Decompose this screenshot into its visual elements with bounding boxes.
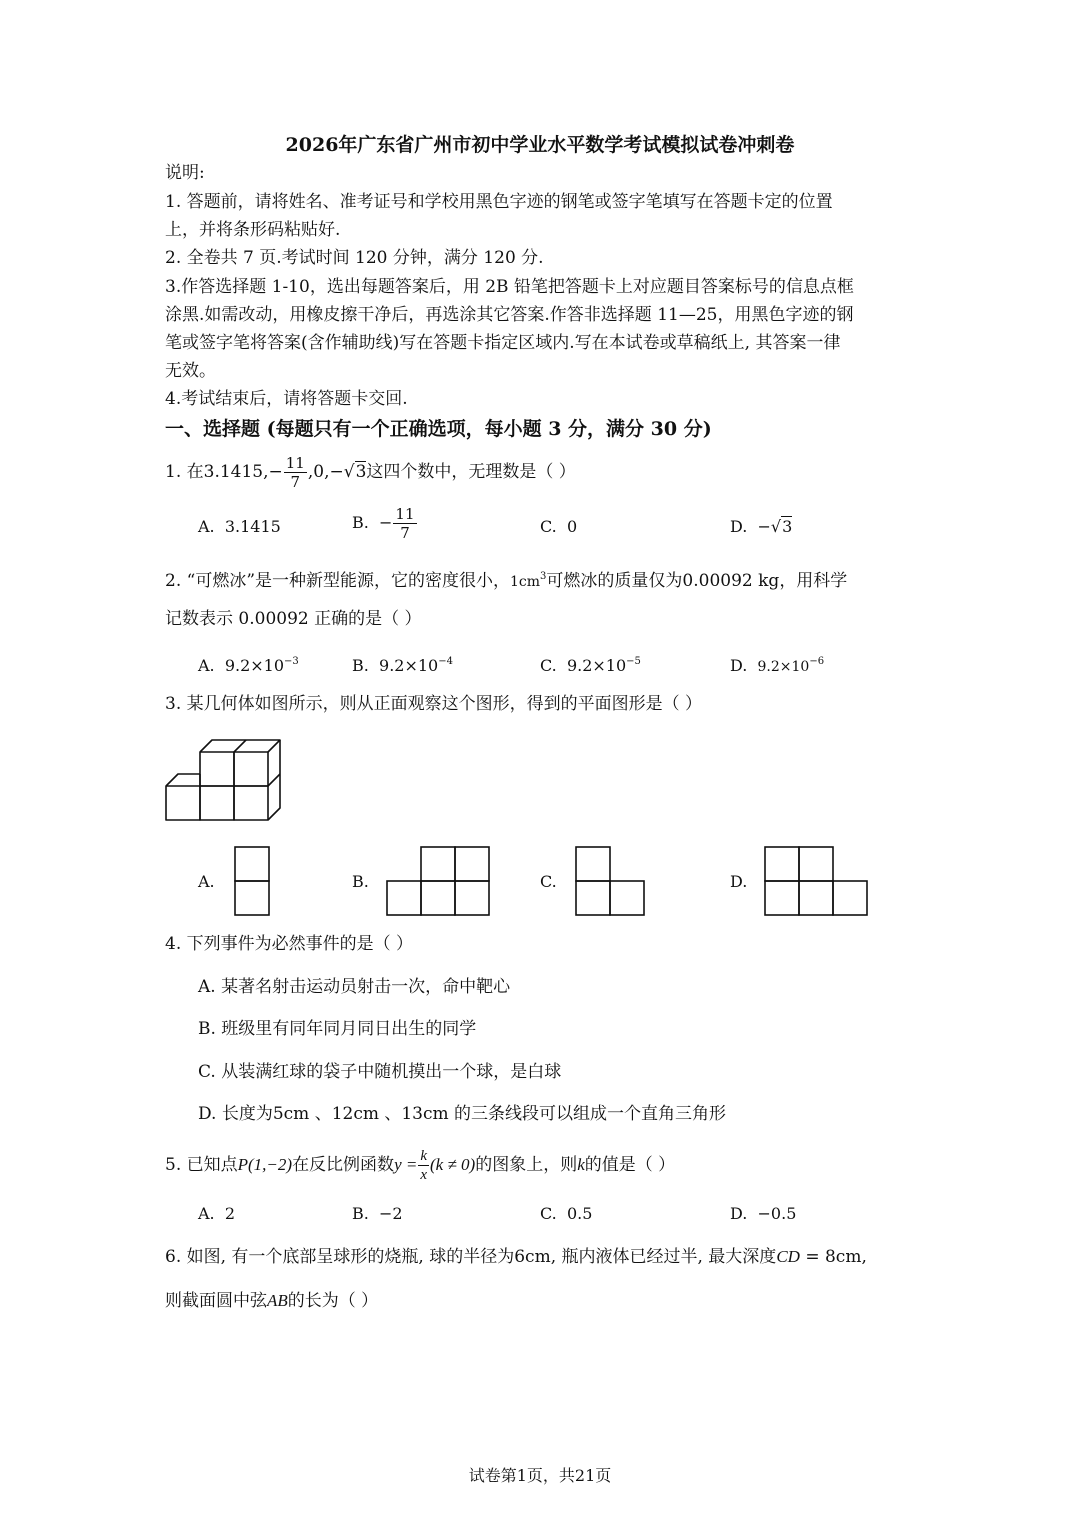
q1-prefix: 1. 在3.1415, bbox=[165, 462, 269, 482]
q5-option-d[interactable] bbox=[730, 1200, 796, 1228]
option-exp: −6 bbox=[809, 656, 825, 667]
q1-radicand: 3 bbox=[355, 462, 367, 482]
q1-option-c[interactable] bbox=[540, 513, 577, 541]
option-label: A. bbox=[198, 517, 215, 536]
q5-option-b[interactable] bbox=[352, 1200, 403, 1228]
question-2-line-1 bbox=[165, 563, 847, 596]
q3-solid-figure bbox=[160, 735, 290, 825]
option-exp: −3 bbox=[284, 656, 299, 667]
q5-condition: (k ≠ 0) bbox=[430, 1155, 476, 1174]
question-4: 4. 下列事件为必然事件的是（ ） bbox=[165, 934, 414, 954]
q1-minus: − bbox=[268, 462, 283, 482]
question-6-line-2 bbox=[165, 1287, 378, 1315]
q5-suffix2: 的值是（ ） bbox=[584, 1155, 676, 1175]
option-base: 9.2×10 bbox=[224, 656, 285, 675]
q2-option-c[interactable] bbox=[540, 648, 641, 680]
q2-text-a: 2. “可燃冰”是一种新型能源，它的密度很小， bbox=[165, 571, 511, 591]
q3-option-c-label[interactable]: C. bbox=[540, 872, 557, 891]
option-value: −0.5 bbox=[757, 1204, 797, 1223]
option-value: 2 bbox=[224, 1204, 235, 1223]
option-value: 0.5 bbox=[566, 1204, 593, 1223]
q5-frac-den: x bbox=[420, 1167, 428, 1183]
sqrt-sign: √ bbox=[770, 517, 782, 536]
instruction-line-3d: 无效。 bbox=[165, 361, 216, 381]
option-label: C. bbox=[540, 1204, 557, 1223]
q5-prefix: 5. 已知点 bbox=[165, 1155, 238, 1175]
instruction-line-1: 1. 答题前，请将姓名、准考证号和学校用黑色字迹的钢笔或签字笔填写在答题卡定的位置 bbox=[165, 192, 833, 212]
q2-mass: 0.00092 kg bbox=[682, 571, 780, 591]
q2-option-b[interactable] bbox=[352, 648, 453, 680]
instruction-line-2: 2. 全卷共 7 页.考试时间 120 分钟，满分 120 分. bbox=[165, 248, 544, 268]
option-minus: − bbox=[757, 517, 771, 536]
q3-option-a-figure[interactable] bbox=[233, 845, 271, 917]
q1-mid: ,0,− bbox=[307, 462, 344, 482]
q6-text-a: 6. 如图, 有一个底部呈球形的烧瓶, 球的半径为6cm, 瓶内液体已经过半, 最大深度 bbox=[165, 1247, 777, 1267]
page-title: 2026年广东省广州市初中学业水平数学考试模拟试卷冲刺卷 bbox=[285, 134, 795, 156]
sqrt-sign: √ bbox=[343, 462, 355, 482]
q6-text-d: 的长为（ ） bbox=[287, 1291, 379, 1311]
option-value: −2 bbox=[379, 1204, 403, 1223]
q4-option-c[interactable]: C. 从装满红球的袋子中随机摸出一个球，是白球 bbox=[198, 1062, 562, 1082]
option-label: A. bbox=[198, 656, 215, 675]
q5-frac-num: k bbox=[420, 1148, 428, 1164]
frac-num: 11 bbox=[395, 505, 415, 523]
q1-frac-den: 7 bbox=[290, 473, 301, 491]
q6-text-c: 则截面圆中弦 bbox=[165, 1291, 267, 1311]
section-heading: 一、选择题 (每题只有一个正确选项，每小题 3 分，满分 30 分) bbox=[165, 418, 712, 440]
option-base: 9.2×10 bbox=[379, 656, 439, 675]
q6-cd: CD bbox=[776, 1247, 800, 1266]
page-footer: 试卷第1页，共21页 bbox=[468, 1466, 612, 1485]
question-6-line-1 bbox=[165, 1243, 867, 1271]
q3-option-d-label[interactable]: D. bbox=[730, 872, 748, 891]
q5-option-a[interactable] bbox=[198, 1200, 235, 1228]
q5-point: P(1,−2) bbox=[237, 1155, 293, 1174]
q2-unit-exp: 3 bbox=[540, 571, 547, 582]
instruction-line-3b: 涂黑.如需改动，用橡皮擦干净后，再选涂其它答案.作答非选择题 11—25，用黑色字迹的钢 bbox=[165, 305, 854, 325]
option-label: D. bbox=[730, 1204, 748, 1223]
instruction-line-1b: 上，并将条形码粘贴好. bbox=[165, 220, 341, 240]
q1-option-b[interactable] bbox=[352, 503, 418, 543]
question-2-line-2: 记数表示 0.00092 正确的是（ ） bbox=[165, 609, 422, 629]
option-radicand: 3 bbox=[782, 517, 793, 536]
q1-option-d[interactable] bbox=[730, 513, 792, 541]
option-label: B. bbox=[352, 1204, 369, 1223]
q3-option-b-label[interactable]: B. bbox=[352, 872, 369, 891]
q1-fraction bbox=[284, 454, 307, 491]
q5-mid: 在反比例函数 bbox=[292, 1155, 395, 1175]
q3-option-c-figure[interactable] bbox=[574, 845, 648, 917]
q4-option-b[interactable]: B. 班级里有同年同月同日出生的同学 bbox=[198, 1019, 477, 1039]
q2-option-d[interactable] bbox=[730, 648, 824, 681]
q2-text-b: 可燃冰的质量仅为 bbox=[546, 571, 683, 591]
option-exp: −4 bbox=[438, 656, 453, 667]
instruction-line-3c: 笔或签字笔将答案(含作辅助线)写在答题卡指定区域内.写在本试卷或草稿纸上, 其答案一律 bbox=[165, 333, 841, 353]
q5-option-c[interactable] bbox=[540, 1200, 592, 1228]
q1-suffix: 这四个数中，无理数是（ ） bbox=[366, 462, 576, 482]
q2-unit: 1cm bbox=[510, 574, 541, 590]
option-exp: −5 bbox=[626, 656, 641, 667]
q1-frac-num: 11 bbox=[285, 454, 305, 472]
option-value: 3.1415 bbox=[224, 517, 281, 536]
q5-var: k bbox=[577, 1155, 585, 1174]
option-label: D. bbox=[730, 517, 748, 536]
q5-fraction bbox=[418, 1147, 429, 1184]
q1-option-a[interactable] bbox=[198, 513, 281, 541]
option-label: C. bbox=[540, 656, 557, 675]
q4-option-a[interactable]: A. 某著名射击运动员射击一次，命中靶心 bbox=[198, 977, 511, 997]
option-value: 0 bbox=[566, 517, 578, 536]
option-label: A. bbox=[198, 1204, 215, 1223]
option-label: B. bbox=[352, 656, 369, 675]
q5-func-lhs: y = bbox=[394, 1155, 418, 1174]
option-minus: − bbox=[379, 513, 393, 532]
q2-option-a[interactable] bbox=[198, 648, 299, 680]
option-fraction bbox=[393, 505, 416, 542]
question-1 bbox=[165, 452, 576, 492]
q3-option-a-label[interactable]: A. bbox=[198, 872, 215, 891]
q4-option-d[interactable]: D. 长度为5cm 、12cm 、13cm 的三条线段可以组成一个直角三角形 bbox=[198, 1104, 727, 1124]
q2-text-c: ，用科学 bbox=[779, 571, 848, 591]
q3-option-b-figure[interactable] bbox=[385, 845, 493, 917]
frac-den: 7 bbox=[400, 524, 410, 542]
question-3: 3. 某几何体如图所示，则从正面观察这个图形，得到的平面图形是（ ） bbox=[165, 694, 703, 714]
option-label: C. bbox=[540, 517, 557, 536]
option-base: 9.2×10 bbox=[757, 659, 810, 675]
option-label: D. bbox=[730, 656, 748, 675]
q6-text-b: = 8cm, bbox=[799, 1247, 867, 1267]
q6-ab: AB bbox=[267, 1291, 288, 1310]
option-label: B. bbox=[352, 513, 369, 532]
option-base: 9.2×10 bbox=[566, 656, 627, 675]
instruction-line-4: 4.考试结束后，请将答题卡交回. bbox=[165, 389, 408, 409]
instruction-line-3a: 3.作答选择题 1-10，选出每题答案后，用 2B 铅笔把答题卡上对应题目答案标号的信息点框 bbox=[165, 277, 854, 297]
q3-option-d-figure[interactable] bbox=[763, 845, 871, 917]
question-5 bbox=[165, 1143, 675, 1187]
q5-suffix: 的图象上，则 bbox=[475, 1155, 578, 1175]
instructions-heading: 说明: bbox=[165, 163, 205, 183]
